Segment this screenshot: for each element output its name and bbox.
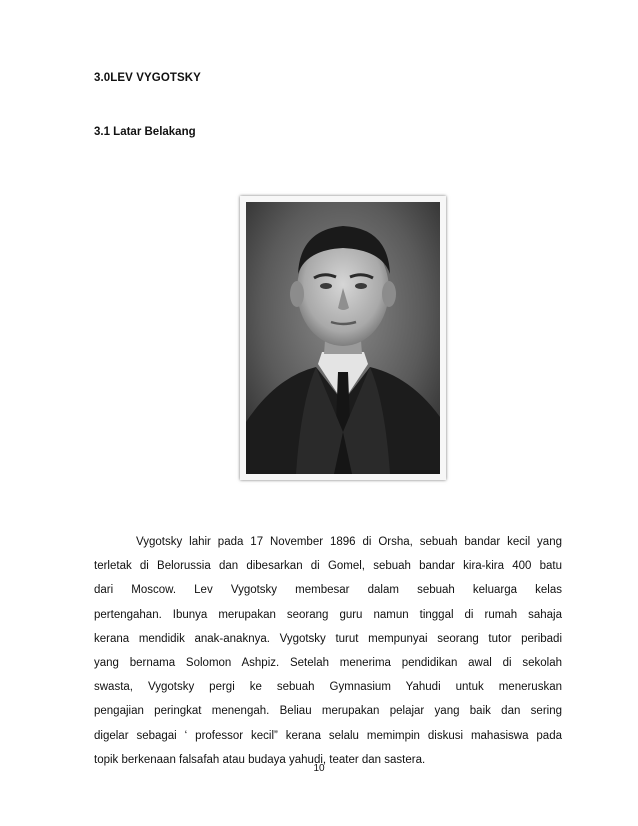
paragraph-line: dari Moscow. Lev Vygotsky membesar dalam sebuah keluarga kelas bbox=[94, 584, 562, 597]
page-number: 10 bbox=[313, 763, 325, 774]
paragraph-line: digelar sebagai ‘ professor kecil” kerana selalu memimpin diskusi mahasiswa pada bbox=[94, 729, 562, 742]
paragraph-line: pengajian peringkat menengah. Beliau merupakan pelajar yang baik dan sering bbox=[94, 705, 562, 718]
body-paragraph bbox=[94, 530, 562, 772]
subsection-heading: 3.1 Latar Belakang bbox=[94, 126, 196, 138]
paragraph-line: Vygotsky lahir pada 17 November 1896 di Orsha, sebuah bandar kecil yang bbox=[136, 536, 562, 548]
paragraph-line: kerana mendidik anak-anaknya. Vygotsky turut mempunyai seorang tutor peribadi bbox=[94, 632, 562, 645]
paragraph-line: yang bernama Solomon Ashpiz. Setelah menerima pendidikan awal di sekolah bbox=[94, 656, 562, 669]
paragraph-line: swasta, Vygotsky pergi ke sebuah Gymnasium Yahudi untuk meneruskan bbox=[94, 681, 562, 694]
portrait-image bbox=[246, 202, 440, 474]
section-heading: 3.0LEV VYGOTSKY bbox=[94, 72, 201, 84]
paragraph-line: topik berkenaan falsafah atau budaya yahudi, teater dan sastera. bbox=[94, 753, 426, 766]
portrait-photo bbox=[240, 196, 446, 480]
paragraph-line: pertengahan. Ibunya merupakan seorang guru namun tinggal di rumah sahaja bbox=[94, 608, 562, 621]
paragraph-line: terletak di Belorussia dan dibesarkan di Gomel, sebuah bandar kira-kira 400 batu bbox=[94, 560, 562, 573]
